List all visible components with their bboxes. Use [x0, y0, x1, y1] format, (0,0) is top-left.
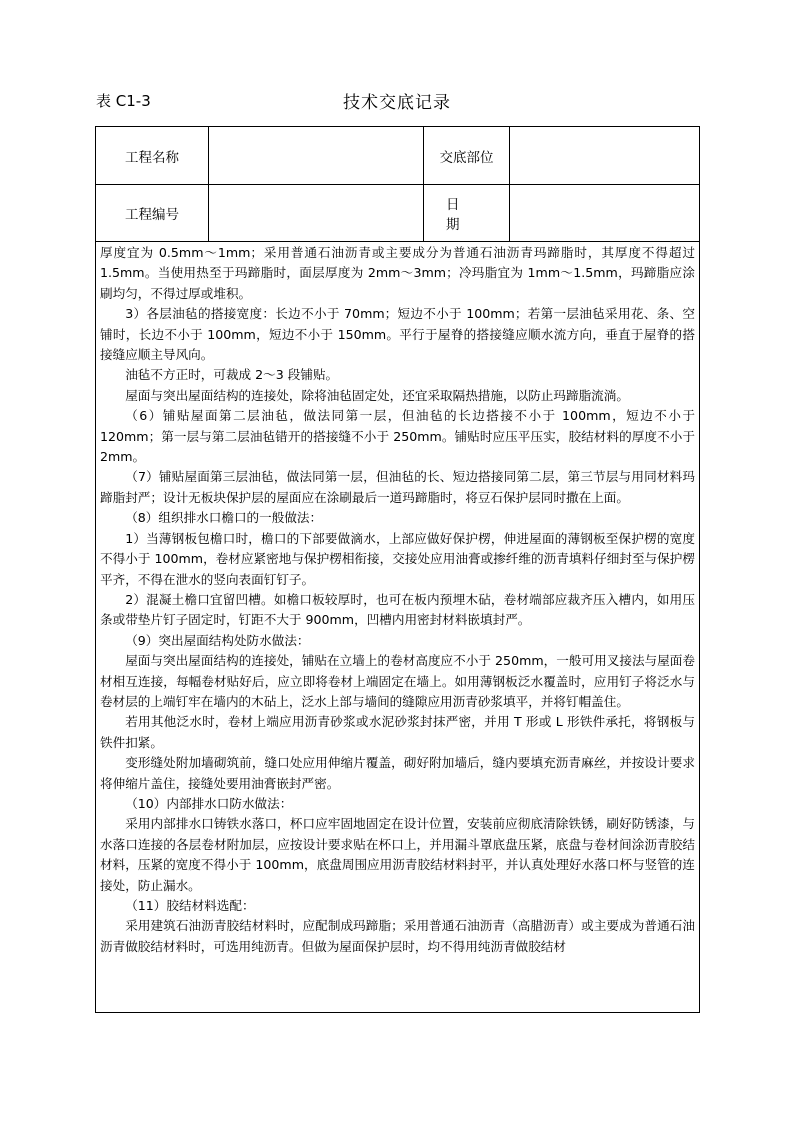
paragraph: （10）内部排水口防水做法：	[125, 795, 293, 811]
paragraph: （6）铺贴屋面第二层油毡，做法同第一层，但油毡的长边搭接不小于 100mm，短边不小于 120mm；第一层与第二层油毡错开的搭接缝不小于 250mm。铺贴时应压平压实，胶结材料的厚度不小于 2mm。	[100, 408, 695, 465]
paragraph: （8）组织排水口檐口的一般做法：	[125, 510, 323, 526]
header-row-2	[96, 185, 699, 242]
disclosure-content	[96, 242, 699, 957]
location-label: 交底部位	[424, 127, 510, 184]
paragraph: 若用其他泛水时，卷材上端应用沥青砂浆或水泥砂浆封抹严密，并用 T 形或 L 形铁件承托，将钢板与铁件扣紧。	[100, 714, 695, 750]
paragraph: 屋面与突出屋面结构的连接处，铺贴在立墙上的卷材高度应不小于 250mm，一般可用叉接法与屋面卷材相互连接，每幅卷材贴好后，应立即将卷材上端固定在墙上。如用薄钢板泛水覆盖时，应用钉子将泛水与卷材层的上端钉牢在墙内的木砧上，泛水上部与墙间的缝隙应用沥青砂浆填平，并将钉帽盖住。	[100, 653, 695, 709]
paragraph: 厚度宜为 0.5mm～1mm；采用普通石油沥青或主要成分为普通石油沥青玛蹄脂时，其厚度不得超过 1.5mm。当使用热至于玛蹄脂时，面层厚度为 2mm～3mm；冷玛脂宜为 1mm～1.5mm，玛蹄脂应涂刷均匀，不得过厚或堆积。	[100, 245, 695, 301]
paragraph: 变形缝处附加墙砌筑前，缝口处应用伸缩片覆盖，砌好附加墙后，缝内要填充沥青麻丝，并按设计要求将伸缩片盖住，接缝处要用油膏嵌封严密。	[100, 755, 695, 791]
paragraph: 屋面与突出屋面结构的连接处，除将油毡固定处，还宜采取隔热措施，以防止玛蹄脂流淌。	[125, 387, 629, 403]
date-label-text: 日期	[446, 197, 482, 233]
paragraph: 3）各层油毡的搭接宽度：长边不小于 70mm；短边不小于 100mm；若第一层油毡采用花、条、空铺时，长边不小于 100mm，短边不小于 150mm。平行于屋脊的搭接缝应顺水流方向，垂直于屋脊的搭接缝应顺主导风向。	[100, 306, 695, 363]
header-row-1	[96, 127, 699, 185]
paragraph: 油毡不方正时，可裁成 2～3 段铺贴。	[125, 367, 339, 383]
date-label	[424, 185, 510, 241]
date-field[interactable]	[510, 185, 699, 241]
paragraph: （9）突出屋面结构处防水做法：	[125, 632, 310, 648]
paragraph: 采用内部排水口铸铁水落口，杯口应牢固地固定在设计位置，安装前应彻底清除铁锈，刷好防锈漆，与水落口连接的各层卷材附加层，应按设计要求贴在杯口上，并用漏斗罩底盘压紧，底盘与卷材间涂沥青胶结材料，压紧的宽度不得小于 100mm，底盘周围应用沥青胶结材料封平，并认真处理好水落口杯与竖管的连接处，防止漏水。	[100, 816, 695, 893]
project-no-label: 工程编号	[96, 185, 209, 241]
location-field[interactable]	[510, 127, 699, 184]
project-name-field[interactable]	[209, 127, 424, 184]
paragraph: （7）铺贴屋面第三层油毡，做法同第一层，但油毡的长、短边搭接同第二层，第三节层与用同材料玛蹄脂封严；设计无板块保护层的屋面应在涂刷最后一道玛蹄脂时，将豆石保护层同时撒在上面。	[100, 469, 695, 505]
project-no-field[interactable]	[209, 185, 424, 241]
record-table	[95, 126, 700, 1013]
project-name-label: 工程名称	[96, 127, 209, 184]
paragraph: 采用建筑石油沥青胶结材料时，应配制成玛蹄脂；采用普通石油沥青（高腊沥青）或主要成为普通石油沥青做胶结材料时，可选用纯沥青。但做为屋面保护层时，均不得用纯沥青做胶结材	[100, 918, 695, 954]
form-code: 表 C1-3	[96, 92, 151, 110]
document-title: 技术交底记录	[343, 93, 451, 113]
paragraph: （11）胶结材料选配：	[125, 898, 255, 913]
paragraph: 2）混凝土檐口宜留凹槽。如檐口板较厚时，也可在板内预埋木砧，卷材端部应裁齐压入槽内，如用压条或带垫片钉子固定时，钉距不大于 900mm，凹槽内用密封材料嵌填封严。	[100, 591, 695, 628]
paragraph: 1）当薄钢板包檐口时，檐口的下部要做滴水，上部应做好保护楞，伸进屋面的薄钢板至保护楞的宽度不得小于 100mm，卷材应紧密地与保护楞相衔接，交接处应用油膏或掺纤维的沥青填料仔细封至与保护楞平齐，不得在泄水的竖向表面钉钉子。	[100, 530, 695, 587]
